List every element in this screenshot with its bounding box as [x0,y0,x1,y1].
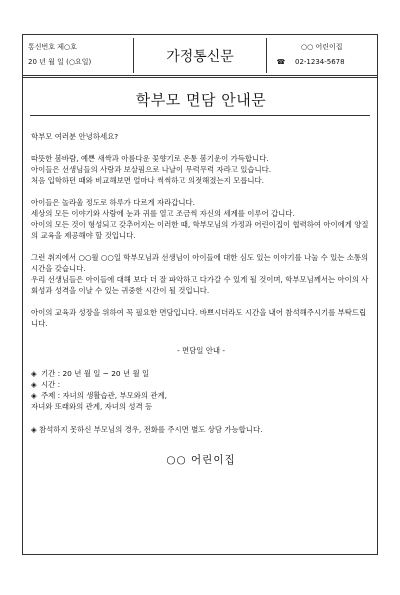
header-issue-block [28,40,91,70]
section-heading: - 면담일 안내 - [176,346,226,355]
title-divider [30,115,370,116]
diamond-bullet-icon: ◈ [31,380,37,389]
paragraph-line: 아이의 교육과 성장을 위하여 꼭 필요한 면담입니다. 바쁘시더라도 시간을 내어 참석해주시기를 부탁드립니다. [31,308,367,328]
org-name: ○○ 어린이집 [301,43,343,51]
issue-number: 통신번호 제○호 [28,43,77,51]
newsletter-page [22,34,378,555]
paragraph-line: 아이들은 놀라울 정도로 하루가 다르게 자라갑니다. [31,198,196,207]
phone-line [275,55,345,70]
detail-topic-continued: 자녀와 또래와의 관계, 자녀의 성격 등 [31,402,153,411]
notice: ◈ 참석하지 못하신 부모님의 경우, 전화를 주시면 별도 상담 가능합니다. [31,425,263,434]
newsletter-title: 가정통신문 [133,38,267,73]
paragraph-line: 따뜻한 봄바람, 예쁜 새싹과 아름다운 꽃향기로 온통 봄기운이 가득합니다. [31,154,269,163]
issue-date: 20 년 월 일 (○요일) [28,58,92,66]
paragraph-1 [31,153,371,186]
detail-topic-text: 주제 : 자녀의 생활습관, 부모와의 관계, [41,391,168,400]
paragraph-line: 그런 취지에서 ○○월 ○○일 학부모님과 선생님이 아이들에 대한 심도 있는 이야기를 나눌 수 있는 소통의 시간을 갖습니다. [31,253,369,273]
paragraph-3 [31,252,371,296]
phone-icon: ☎ [276,58,286,66]
paragraph-line: 처음 입학하던 때와 비교해보면 얼마나 씩씩하고 의젓해졌는지 모릅니다. [31,176,264,185]
detail-period-text: 기간 : 20 년 월 일 ~ 20 년 월 일 [41,369,150,378]
paragraph-2 [31,197,371,241]
phone-number: 02-1234-5678 [295,58,345,66]
paragraph-4 [31,307,371,329]
footer-org-name: ○○ 어린이집 [166,454,236,466]
header-org-block [275,40,345,70]
diamond-bullet-icon: ◈ [31,391,37,400]
detail-time [31,379,371,390]
page-title: 학부모 면담 안내문 [135,91,267,109]
paragraph-line: 아이들은 선생님들의 사랑과 보살핌으로 나날이 무럭무럭 자라고 있습니다. [31,165,272,174]
paragraph-line: 아이의 모든 것이 형성되고 갖추어지는 이러한 때, 학부모님의 가정과 어린이집이 협력하여 아이에게 양질의 교육을 제공해야 할 것입니다. [31,220,369,240]
detail-period [31,368,371,379]
paragraph-line: 세상의 모든 이야기와 사람에 눈과 귀를 열고 조금씩 자신의 세계를 이루어 갑니다. [31,209,295,218]
detail-time-text: 시간 : [41,380,61,389]
letter-body [31,131,371,466]
header-divider [23,75,377,78]
diamond-bullet-icon: ◈ [31,369,37,378]
greeting: 학부모 여러분 안녕하세요? [31,132,119,141]
paragraph-line: 우리 선생님들은 아이들에 대해 보다 더 잘 파악하고 다가갈 수 있게 될 것이며, 학부모님께서는 아이의 사회성과 성격을 이날 수 있는 귀중한 시간이 될 것입니다. [31,275,369,295]
detail-topic [31,390,371,401]
